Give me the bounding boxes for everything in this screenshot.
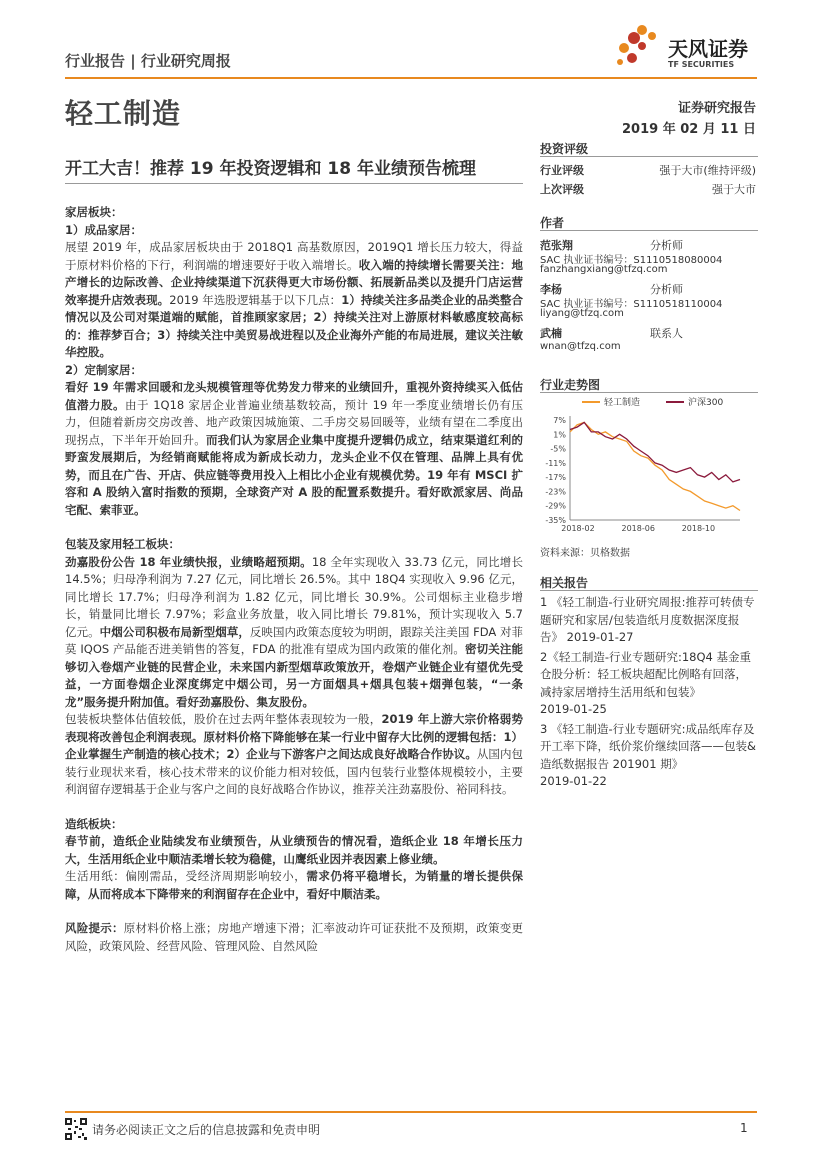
author-name: 武楠	[540, 327, 562, 340]
page-number: 1	[740, 1121, 748, 1135]
rating-label: 上次评级	[540, 183, 584, 196]
related-list	[540, 594, 758, 793]
trend-chart	[536, 394, 760, 540]
header-divider	[65, 77, 757, 79]
report-type: 证券研究报告	[677, 101, 756, 116]
author-cert: SAC 执业证书编号：S1110518080004	[540, 255, 723, 266]
report-category: 行业报告 | 行业研究周报	[65, 52, 231, 70]
x-tick-label: 2018-06	[621, 524, 655, 533]
industry-title: 轻工制造	[65, 97, 182, 130]
author-email[interactable]: liyang@tfzq.com	[540, 308, 624, 319]
y-tick-label: -17%	[545, 473, 566, 483]
rating-divider	[540, 156, 758, 157]
y-tick-label: -35%	[545, 516, 566, 525]
legend-label: 轻工制造	[604, 398, 641, 408]
author-name: 李杨	[540, 283, 562, 296]
y-tick-label: 7%	[553, 416, 566, 425]
author-email[interactable]: wnan@tfzq.com	[540, 341, 621, 352]
y-tick-label: -29%	[545, 501, 566, 511]
y-tick-label: -23%	[545, 487, 566, 497]
headline-underline	[65, 183, 523, 184]
paragraph: 春节前，造纸企业陆续发布业绩预告，从业绩预告的情况看，造纸企业 18 年增长压力大，生活用纸企业中顺洁柔增长较为稳健，山鹰纸业因并表因素上修业绩。	[65, 834, 523, 866]
report-date: 2019 年 02 月 11 日	[622, 122, 756, 137]
subheading-finished-furniture: 1）成品家居：	[65, 222, 143, 237]
author-cert: SAC 执业证书编号：S1110518110004	[540, 299, 723, 310]
author-role: 分析师	[650, 239, 683, 252]
author-email[interactable]: fanzhangxiang@tfzq.com	[540, 264, 668, 275]
main-body	[65, 204, 523, 955]
subheading-custom-furniture: 2）定制家居：	[65, 362, 143, 377]
section-heading-packaging: 包装及家用轻工板块：	[65, 537, 180, 551]
section-heading-home: 家居板块：	[65, 205, 123, 219]
x-tick-label: 2018-02	[561, 524, 595, 533]
paragraph: 生活用纸：偏刚需品，受经济周期影响较小，需求仍将平稳增长，为销量的增长提供保障，从而将成本下降带来的利润留存在企业中，看好中顺洁柔。	[65, 869, 524, 901]
related-date: 2019-01-25	[540, 702, 607, 716]
related-divider	[540, 590, 758, 591]
rating-value: 强于大市	[712, 183, 756, 196]
related-item[interactable]	[540, 649, 758, 719]
authors-heading: 作者	[540, 216, 565, 230]
logo-name: 天风证券	[668, 37, 748, 61]
risk-warning: 风险提示：原材料价格上涨；房地产增速下滑；汇率波动许可证获批不及预期，政策变更风险，政策风险、经营风险、管理风险、自然风险	[65, 921, 523, 953]
related-title[interactable]: 3 《轻工制造-行业专题研究:成品纸库存及开工率下降，纸价浆价继续回落——包装&造纸数据报告 201901 期》	[540, 721, 756, 771]
related-date: 2019-01-27	[566, 630, 634, 644]
related-item[interactable]	[540, 594, 758, 647]
series-line-csi300	[570, 422, 740, 482]
company-logo	[612, 20, 660, 70]
trend-source: 资料来源：贝格数据	[540, 548, 630, 559]
logo-mark-icon	[612, 20, 660, 70]
report-headline: 开工大吉！推荐 19 年投资逻辑和 18 年业绩预告梳理	[65, 159, 476, 179]
trend-divider	[540, 392, 758, 393]
rating-heading: 投资评级	[540, 142, 589, 156]
rating-label: 行业评级	[540, 164, 584, 177]
footer-divider	[65, 1111, 757, 1113]
logo-name-en: TF SECURITIES	[668, 60, 735, 69]
qr-code-icon	[65, 1118, 87, 1140]
paragraph: 劲嘉股份公告 18 年业绩快报，业绩略超预期。18 全年实现收入 33.73 亿元，同比增长 14.5%；归母净利润为 7.27 亿元，同比增长 26.5%。其中 18Q4 实现收入 9.96 亿元，同比增长 17.7%；归母净利润为 1.82 亿元，同比增长 30.9%。公司烟标主业稳步增长，销量同比增长 7.97%；彩盒业务放量，收入同比增长 79.81%，预计实现收入 5.7 亿元。中烟公司积极布局新型烟草，反映国内政策态度较为明朗，跟踪关注美国 FDA 对菲莫 IQOS 产品能否进美销售的答复，FDA 的批准有望成为国内政策的催化剂。密切关注能够切入卷烟产业链的民营企业，未来国内新型烟草政策放开，卷烟产业链企业有望优先受益，一方面卷烟企业深度绑定中烟公司，另一方面烟具+烟具包装+烟弹包装，“一条龙”服务提升附加值。看好劲嘉股份、集友股份。	[65, 554, 524, 709]
related-title[interactable]: 1 《轻工制造-行业研究周报:推荐可转债专题研究和家居/包装造纸月度数据深度报告》	[540, 595, 755, 644]
x-tick-label: 2018-10	[681, 524, 716, 533]
related-title[interactable]: 2《轻工制造-行业专题研究:18Q4 基金重仓股分析：轻工板块超配比例略有回落，减持家居增持生活用纸和包装》	[540, 649, 751, 699]
trend-heading: 行业走势图	[540, 378, 601, 392]
author-role: 分析师	[650, 283, 683, 296]
footer-disclaimer: 请务必阅读正文之后的信息披露和免责申明	[92, 1123, 321, 1137]
related-heading: 相关报告	[540, 576, 589, 590]
rating-value: 强于大市(维持评级)	[659, 164, 756, 177]
author-role: 联系人	[650, 327, 683, 340]
authors-divider	[540, 230, 758, 231]
paragraph: 看好 19 年需求回暖和龙头规模管理等优势发力带来的业绩回升，重视外资持续买入低估值潜力股。由于 1Q18 家居企业普遍业绩基数较高，预计 19 年一季度业绩增长仍有压力，但随着新房交房改善、地产政策因城施策、二手房交易回暖等，业绩有望在二季度出现拐点，下半年开始回升。而我们认为家居企业集中度提升逻辑仍成立，结束渠道红利的野蛮发展期后，为经销商赋能将成为新成长动力，龙头企业不仅在管理、品牌上具有优势，而且在广告、开店、供应链等费用投入上相比小企业有规模优势。19 年有 MSCI 扩容和 A 股纳入富时指数的预期，全球资产对 A 股的配置系数提升。看好欧派家居、尚品宅配、索菲亚。	[65, 380, 524, 517]
paragraph: 展望 2019 年，成品家居板块由于 2018Q1 高基数原因，2019Q1 增长压力较大，得益于原材料价格的下行，利润端的增速要好于收入端增长。收入端的持续增长需要关注：地产增长的边际改善、企业持续渠道下沉获得更大市场份额、拓展新品类以及提升门店运营效率提升店效表现。2019 年选股逻辑基于以下几点：1）持续关注多品类企业的品类整合情况以及公司对渠道端的赋能，首推顾家家居；2）持续关注对上游原材料敏感度较高标的：推荐梦百合；3）持续关注中美贸易战进程以及企业海外产能的布局进展，建议关注敏华控股。	[65, 240, 524, 359]
section-heading-paper: 造纸板块：	[65, 816, 123, 831]
y-tick-label: -5%	[550, 444, 566, 454]
related-item[interactable]	[540, 721, 758, 791]
y-tick-label: -11%	[545, 458, 566, 468]
related-date: 2019-01-22	[540, 774, 607, 788]
y-tick-label: 1%	[553, 430, 566, 440]
legend-label: 沪深300	[688, 398, 724, 408]
series-line-light-industry	[570, 422, 740, 510]
paragraph: 包装板块整体估值较低，股价在过去两年整体表现较为一般，2019 年上游大宗价格弱势表现将改善包企利润表现。原材料价格下降能够在某一行业中留存大比例的逻辑包括：1）企业掌握生产制造的核心技术；2）企业与下游客户之间达成良好战略合作协议。从国内包装行业现状来看，核心技术带来的议价能力相对较低，国内包装行业整体规模较小，主要利润留存逻辑基于企业与客户之间的良好战略合作协议，推荐关注劲嘉股份、裕同科技。	[65, 712, 524, 796]
author-name: 范张翔	[540, 239, 573, 252]
